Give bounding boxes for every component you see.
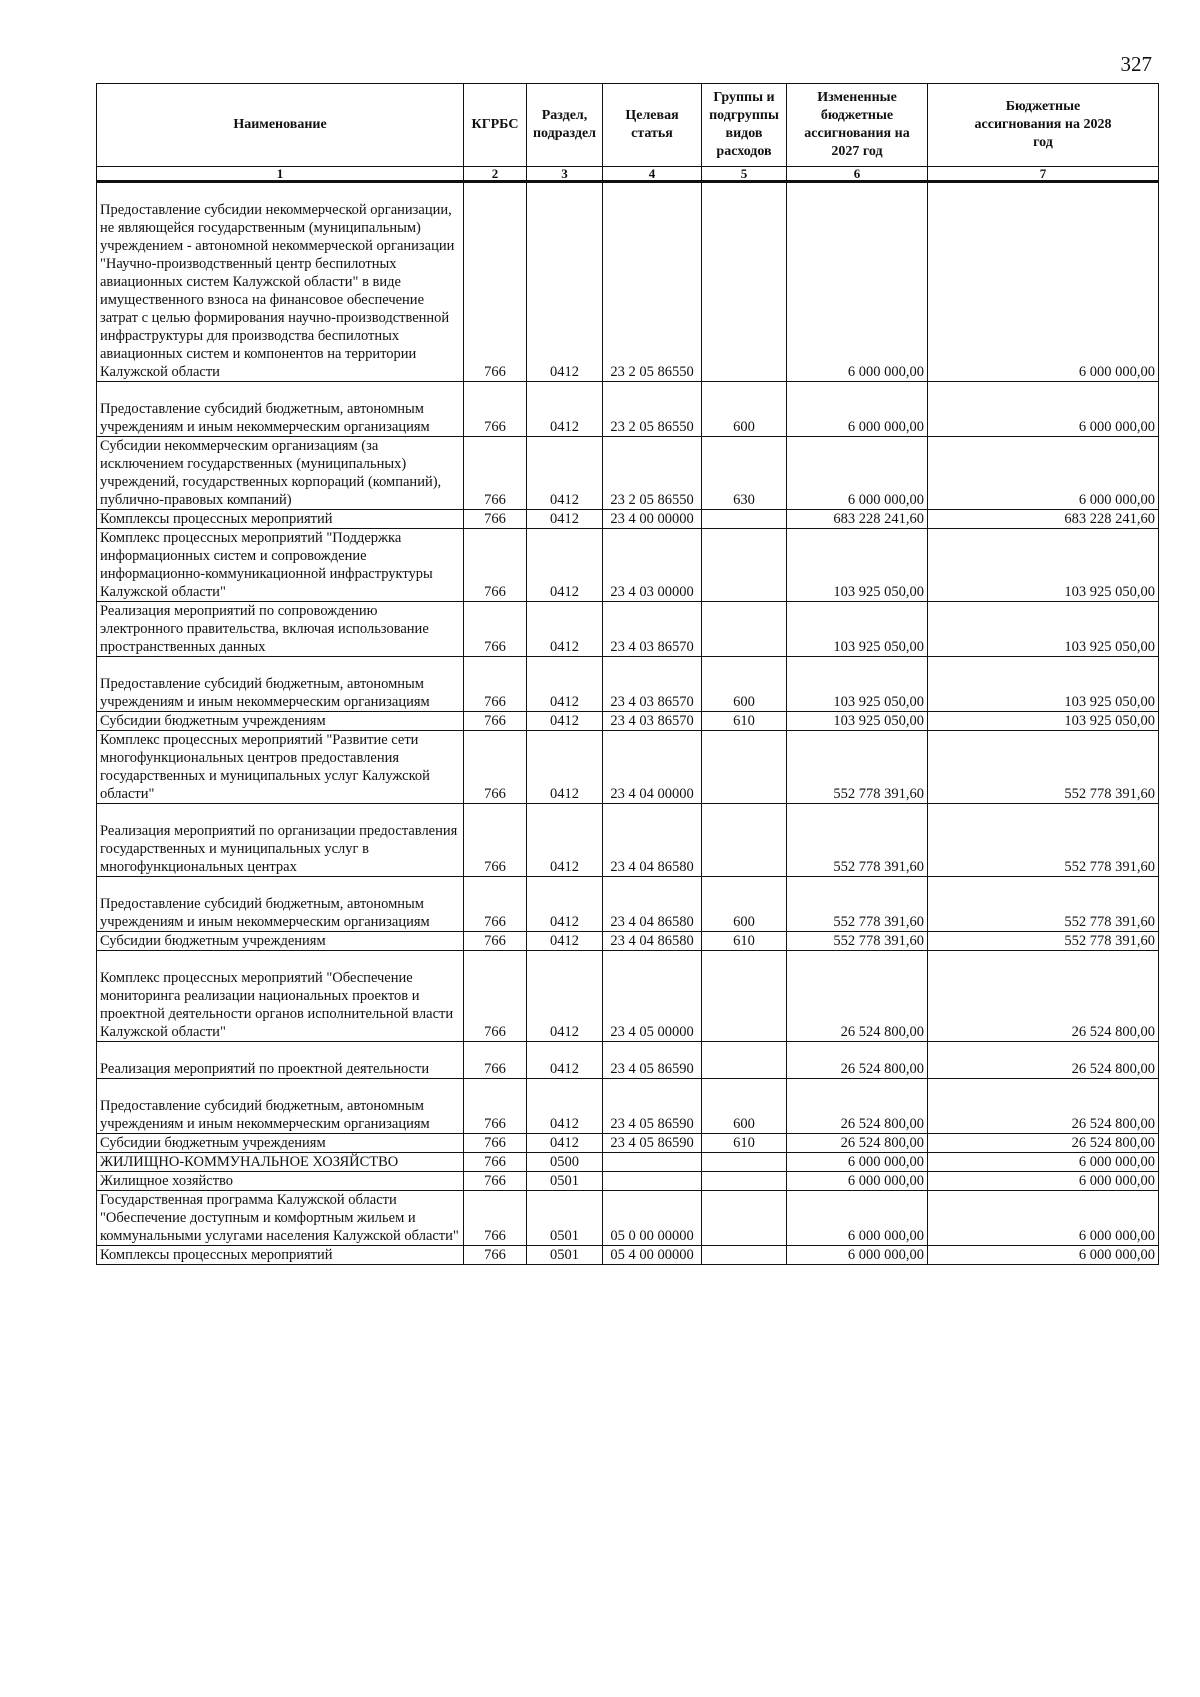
row-kgrbs: 766 <box>464 529 527 602</box>
row-amount-2028: 6 000 000,00 <box>928 1191 1159 1246</box>
row-kgrbs: 766 <box>464 932 527 951</box>
row-section: 0412 <box>527 510 603 529</box>
row-amount-2028: 6 000 000,00 <box>928 437 1159 510</box>
row-name: Предоставление субсидии некоммерческой организации, не являющейся государственным (муниципальным) учреждением - автономной некоммерческой организации "Научно-производственный центр беспилотных авиационных систем Калужской области" в виде имущественного взноса на финансовое обеспечение затрат с целью формирования научно-производственной инфраструктуры для производства беспилотных авиационных систем и компонентов на территории Калужской области <box>97 182 464 382</box>
row-amount-2027: 103 925 050,00 <box>787 657 928 712</box>
row-target-article: 23 4 04 00000 <box>603 731 702 804</box>
col-number: 7 <box>928 167 1159 182</box>
page-number: 327 <box>1120 52 1152 76</box>
row-amount-2028: 6 000 000,00 <box>928 1246 1159 1265</box>
row-amount-2027: 103 925 050,00 <box>787 712 928 731</box>
row-amount-2027: 6 000 000,00 <box>787 182 928 382</box>
row-target-article: 23 4 03 86570 <box>603 602 702 657</box>
col-header-name: Наименование <box>97 84 464 167</box>
row-amount-2028: 103 925 050,00 <box>928 712 1159 731</box>
row-amount-2028: 6 000 000,00 <box>928 382 1159 437</box>
row-name: Предоставление субсидий бюджетным, автономным учреждениям и иным некоммерческим организациям <box>97 1079 464 1134</box>
table-row <box>97 510 1159 529</box>
row-target-article: 23 4 03 86570 <box>603 657 702 712</box>
row-target-article <box>603 1172 702 1191</box>
col-number: 5 <box>702 167 787 182</box>
row-section: 0412 <box>527 712 603 731</box>
row-section: 0412 <box>527 1134 603 1153</box>
row-section: 0412 <box>527 382 603 437</box>
row-amount-2028: 552 778 391,60 <box>928 932 1159 951</box>
row-amount-2028: 103 925 050,00 <box>928 529 1159 602</box>
table-row <box>97 877 1159 932</box>
row-kgrbs: 766 <box>464 951 527 1042</box>
row-kgrbs: 766 <box>464 382 527 437</box>
row-expense-group: 610 <box>702 932 787 951</box>
row-expense-group <box>702 1153 787 1172</box>
table-row <box>97 437 1159 510</box>
row-section: 0412 <box>527 731 603 804</box>
row-section: 0501 <box>527 1246 603 1265</box>
row-kgrbs: 766 <box>464 1079 527 1134</box>
row-section: 0501 <box>527 1191 603 1246</box>
row-section: 0412 <box>527 804 603 877</box>
row-section: 0412 <box>527 877 603 932</box>
row-expense-group <box>702 1042 787 1079</box>
row-kgrbs: 766 <box>464 510 527 529</box>
table-row <box>97 1191 1159 1246</box>
row-kgrbs: 766 <box>464 1191 527 1246</box>
row-target-article: 05 4 00 00000 <box>603 1246 702 1265</box>
row-kgrbs: 766 <box>464 877 527 932</box>
row-target-article: 23 4 04 86580 <box>603 804 702 877</box>
row-kgrbs: 766 <box>464 657 527 712</box>
row-expense-group: 600 <box>702 657 787 712</box>
row-amount-2027: 6 000 000,00 <box>787 1172 928 1191</box>
row-target-article: 23 4 04 86580 <box>603 932 702 951</box>
table-row <box>97 712 1159 731</box>
row-target-article: 23 4 05 00000 <box>603 951 702 1042</box>
row-name: Комплекс процессных мероприятий "Обеспечение мониторинга реализации национальных проектов и проектной деятельности органов исполнительной власти Калужской области" <box>97 951 464 1042</box>
row-amount-2027: 6 000 000,00 <box>787 1153 928 1172</box>
row-section: 0412 <box>527 602 603 657</box>
row-amount-2027: 6 000 000,00 <box>787 437 928 510</box>
row-amount-2028: 552 778 391,60 <box>928 804 1159 877</box>
row-expense-group: 600 <box>702 382 787 437</box>
row-amount-2027: 552 778 391,60 <box>787 932 928 951</box>
row-amount-2028: 552 778 391,60 <box>928 877 1159 932</box>
table-row <box>97 1079 1159 1134</box>
table-row <box>97 951 1159 1042</box>
row-expense-group <box>702 510 787 529</box>
row-kgrbs: 766 <box>464 602 527 657</box>
row-target-article <box>603 1153 702 1172</box>
row-expense-group: 610 <box>702 712 787 731</box>
col-number: 6 <box>787 167 928 182</box>
col-number: 3 <box>527 167 603 182</box>
row-section: 0412 <box>527 1042 603 1079</box>
row-amount-2028: 6 000 000,00 <box>928 182 1159 382</box>
row-kgrbs: 766 <box>464 712 527 731</box>
row-name: Реализация мероприятий по проектной деятельности <box>97 1042 464 1079</box>
row-amount-2027: 103 925 050,00 <box>787 602 928 657</box>
row-amount-2027: 552 778 391,60 <box>787 877 928 932</box>
row-section: 0412 <box>527 1079 603 1134</box>
row-amount-2028: 26 524 800,00 <box>928 1079 1159 1134</box>
table-row <box>97 1246 1159 1265</box>
table-row <box>97 529 1159 602</box>
table-row <box>97 602 1159 657</box>
row-name: Субсидии некоммерческим организациям (за исключением государственных (муниципальных) учреждений, государственных корпораций (компаний), публично-правовых компаний) <box>97 437 464 510</box>
row-kgrbs: 766 <box>464 1134 527 1153</box>
row-expense-group <box>702 1172 787 1191</box>
row-kgrbs: 766 <box>464 437 527 510</box>
row-amount-2027: 6 000 000,00 <box>787 382 928 437</box>
row-expense-group: 600 <box>702 1079 787 1134</box>
col-header-kgrbs: КГРБС <box>464 84 527 167</box>
row-amount-2027: 6 000 000,00 <box>787 1246 928 1265</box>
row-target-article: 23 4 05 86590 <box>603 1079 702 1134</box>
row-section: 0412 <box>527 182 603 382</box>
row-amount-2027: 6 000 000,00 <box>787 1191 928 1246</box>
table-row <box>97 1042 1159 1079</box>
table-row <box>97 382 1159 437</box>
row-expense-group <box>702 182 787 382</box>
row-target-article: 23 4 03 86570 <box>603 712 702 731</box>
row-name: ЖИЛИЩНО-КОММУНАЛЬНОЕ ХОЗЯЙСТВО <box>97 1153 464 1172</box>
row-expense-group: 600 <box>702 877 787 932</box>
row-expense-group <box>702 529 787 602</box>
row-amount-2027: 26 524 800,00 <box>787 951 928 1042</box>
row-section: 0412 <box>527 951 603 1042</box>
row-amount-2028: 26 524 800,00 <box>928 1042 1159 1079</box>
col-header-amount-2028: Бюджетные ассигнования на 2028 год <box>928 84 1159 167</box>
row-expense-group <box>702 602 787 657</box>
row-expense-group <box>702 951 787 1042</box>
row-expense-group <box>702 804 787 877</box>
row-amount-2028: 683 228 241,60 <box>928 510 1159 529</box>
row-name: Реализация мероприятий по организации предоставления государственных и муниципальных услуг в многофункциональных центрах <box>97 804 464 877</box>
row-expense-group: 610 <box>702 1134 787 1153</box>
row-amount-2028: 6 000 000,00 <box>928 1172 1159 1191</box>
row-amount-2028: 26 524 800,00 <box>928 951 1159 1042</box>
row-kgrbs: 766 <box>464 731 527 804</box>
row-target-article: 05 0 00 00000 <box>603 1191 702 1246</box>
col-header-group: Группы и подгруппы видов расходов <box>702 84 787 167</box>
row-name: Комплексы процессных мероприятий <box>97 1246 464 1265</box>
row-kgrbs: 766 <box>464 804 527 877</box>
row-amount-2028: 103 925 050,00 <box>928 657 1159 712</box>
column-number-row <box>97 167 1159 182</box>
row-target-article: 23 2 05 86550 <box>603 182 702 382</box>
row-section: 0412 <box>527 657 603 712</box>
col-header-target: Целевая статья <box>603 84 702 167</box>
row-amount-2027: 552 778 391,60 <box>787 804 928 877</box>
row-kgrbs: 766 <box>464 1172 527 1191</box>
row-name: Предоставление субсидий бюджетным, автономным учреждениям и иным некоммерческим организациям <box>97 382 464 437</box>
row-kgrbs: 766 <box>464 1042 527 1079</box>
row-expense-group <box>702 731 787 804</box>
table-row <box>97 1134 1159 1153</box>
row-name: Комплекс процессных мероприятий "Развитие сети многофункциональных центров предоставления государственных и муниципальных услуг Калужской области" <box>97 731 464 804</box>
col-number: 4 <box>603 167 702 182</box>
table-row <box>97 804 1159 877</box>
table-row <box>97 182 1159 382</box>
row-amount-2027: 26 524 800,00 <box>787 1042 928 1079</box>
row-target-article: 23 4 03 00000 <box>603 529 702 602</box>
row-target-article: 23 4 05 86590 <box>603 1134 702 1153</box>
row-expense-group <box>702 1191 787 1246</box>
row-amount-2027: 683 228 241,60 <box>787 510 928 529</box>
row-name: Государственная программа Калужской области "Обеспечение доступным и комфортным жильем и коммунальными услугами населения Калужской области" <box>97 1191 464 1246</box>
row-amount-2027: 26 524 800,00 <box>787 1079 928 1134</box>
row-name: Реализация мероприятий по сопровождению электронного правительства, включая использование пространственных данных <box>97 602 464 657</box>
col-header-amount-2027: Измененные бюджетные ассигнования на 2027 год <box>787 84 928 167</box>
row-target-article: 23 4 05 86590 <box>603 1042 702 1079</box>
budget-table <box>96 83 1159 1265</box>
row-amount-2028: 6 000 000,00 <box>928 1153 1159 1172</box>
row-section: 0501 <box>527 1172 603 1191</box>
row-amount-2028: 552 778 391,60 <box>928 731 1159 804</box>
row-section: 0412 <box>527 529 603 602</box>
row-target-article: 23 4 04 86580 <box>603 877 702 932</box>
row-name: Комплекс процессных мероприятий "Поддержка информационных систем и сопровождение информационно-коммуникационной инфраструктуры Калужской области" <box>97 529 464 602</box>
header-row <box>97 84 1159 167</box>
col-number: 1 <box>97 167 464 182</box>
row-name: Субсидии бюджетным учреждениям <box>97 932 464 951</box>
row-expense-group <box>702 1246 787 1265</box>
row-name: Предоставление субсидий бюджетным, автономным учреждениям и иным некоммерческим организациям <box>97 877 464 932</box>
row-section: 0412 <box>527 437 603 510</box>
row-name: Субсидии бюджетным учреждениям <box>97 1134 464 1153</box>
row-section: 0500 <box>527 1153 603 1172</box>
row-expense-group: 630 <box>702 437 787 510</box>
table-row <box>97 657 1159 712</box>
row-kgrbs: 766 <box>464 182 527 382</box>
table-row <box>97 1172 1159 1191</box>
row-amount-2028: 103 925 050,00 <box>928 602 1159 657</box>
row-amount-2028: 26 524 800,00 <box>928 1134 1159 1153</box>
row-kgrbs: 766 <box>464 1246 527 1265</box>
col-number: 2 <box>464 167 527 182</box>
row-target-article: 23 2 05 86550 <box>603 437 702 510</box>
col-header-section: Раздел, подраздел <box>527 84 603 167</box>
row-section: 0412 <box>527 932 603 951</box>
row-name: Предоставление субсидий бюджетным, автономным учреждениям и иным некоммерческим организациям <box>97 657 464 712</box>
table-row <box>97 1153 1159 1172</box>
table-row <box>97 731 1159 804</box>
table-row <box>97 932 1159 951</box>
row-amount-2027: 103 925 050,00 <box>787 529 928 602</box>
row-target-article: 23 2 05 86550 <box>603 382 702 437</box>
row-name: Комплексы процессных мероприятий <box>97 510 464 529</box>
row-target-article: 23 4 00 00000 <box>603 510 702 529</box>
row-amount-2027: 552 778 391,60 <box>787 731 928 804</box>
row-kgrbs: 766 <box>464 1153 527 1172</box>
row-amount-2027: 26 524 800,00 <box>787 1134 928 1153</box>
row-name: Субсидии бюджетным учреждениям <box>97 712 464 731</box>
row-name: Жилищное хозяйство <box>97 1172 464 1191</box>
